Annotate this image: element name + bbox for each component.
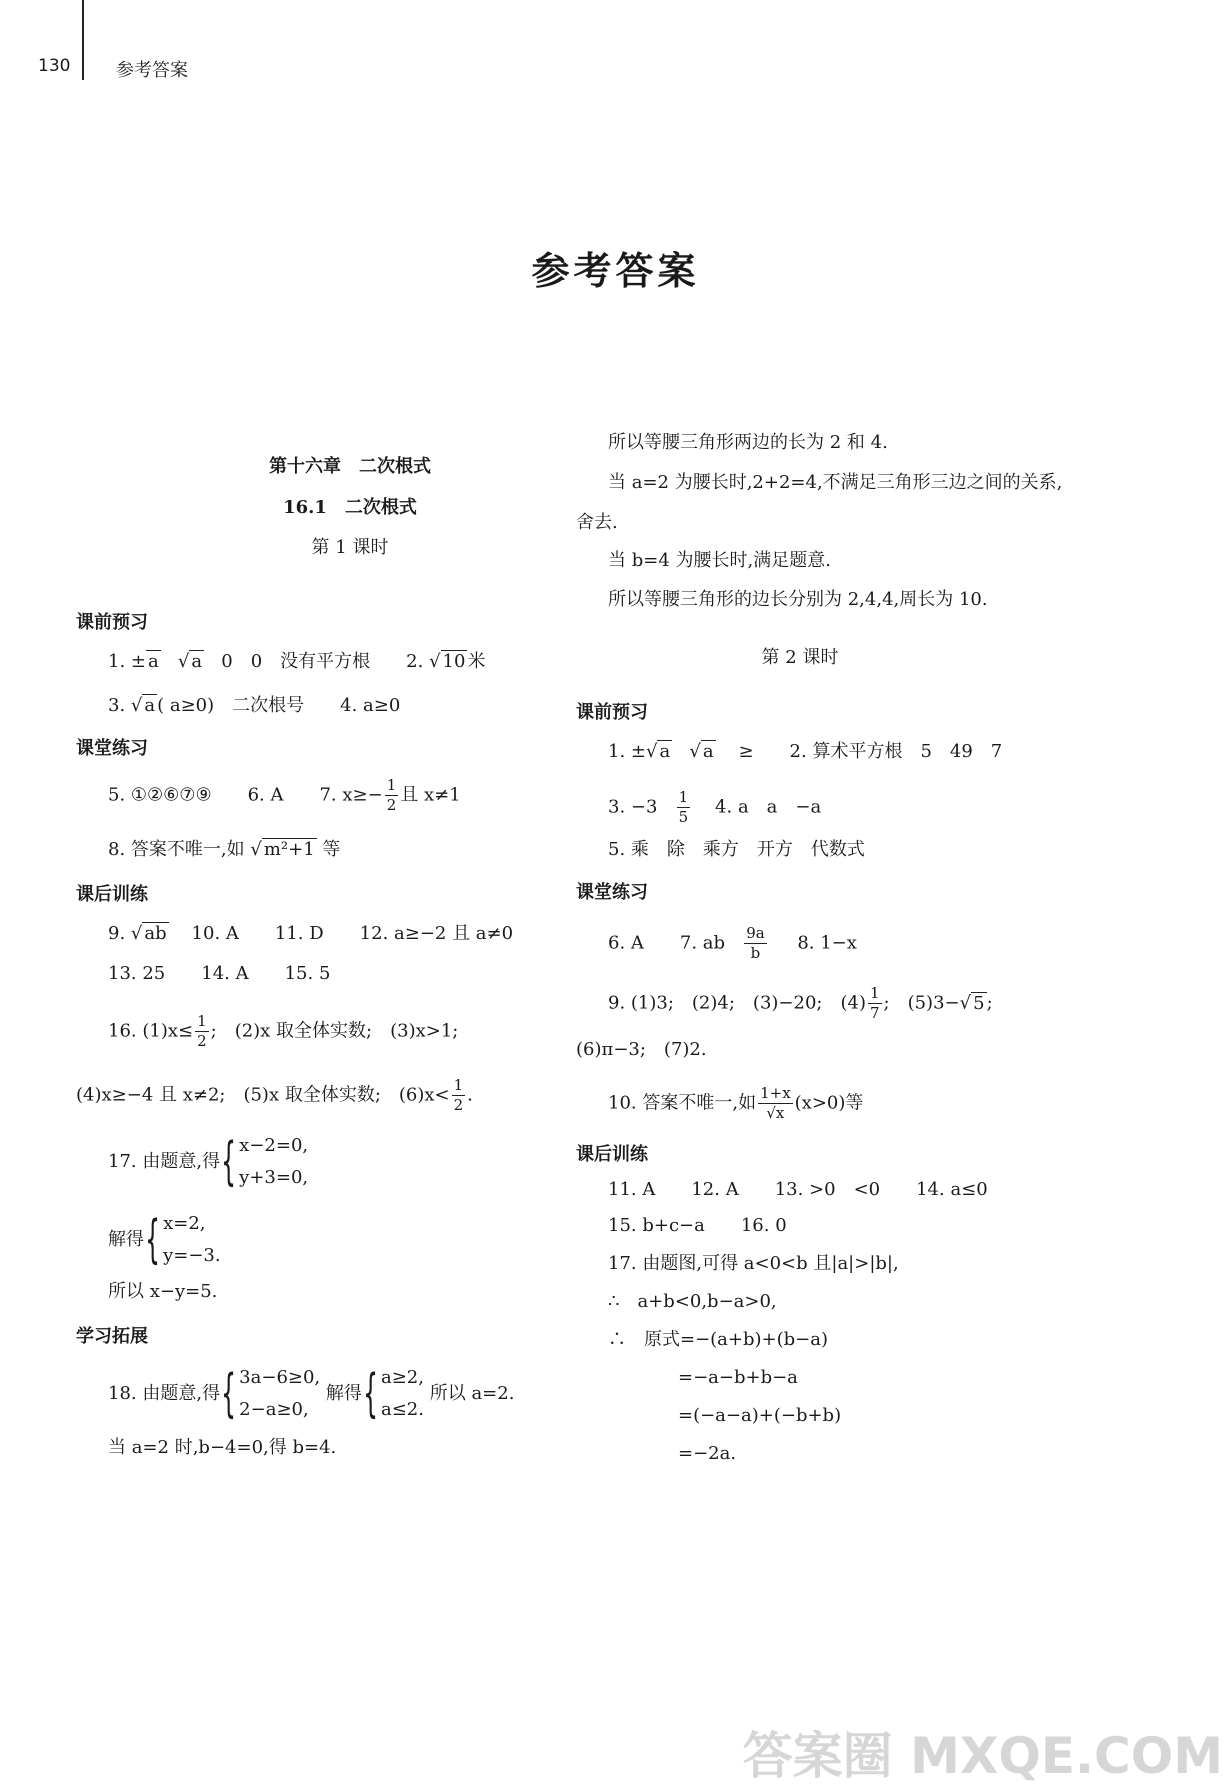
- lesson-2-title: 第 2 课时: [761, 647, 839, 668]
- answer-line-9-12: 9. √ ab 10. A 11. D 12. a≥−2 且 a≠0: [108, 923, 514, 944]
- answer-line-17-solve: 解得{ x=2, y=−3.: [108, 1210, 221, 1270]
- answer-line-18: 18. 由题意,得{ 3a−6≥0, 2−a≥0, 解得{ a≥2, a≤2. 所以 a=2.: [108, 1364, 515, 1424]
- heading-homework: 课后训练: [76, 884, 148, 905]
- answer-line-16a: 16. (1)x≤ $\frac{1}{2}$ ; (2)x 取全体实数; (3)x>1;: [108, 1012, 459, 1050]
- right-heading-preview: 课前预习: [576, 702, 648, 723]
- heading-extension: 学习拓展: [76, 1326, 148, 1347]
- right-answer-17-step2: ∴ 原式=−(a+b)+(b−a): [608, 1329, 829, 1350]
- answer-line-8: 8. 答案不唯一,如 √ m²+1 等: [108, 839, 341, 860]
- right-answer-17-step4: =(−a−a)+(−b+b): [678, 1405, 842, 1426]
- right-line-2: 当 a=2 为腰长时,2+2=4,不满足三角形三边之间的关系,: [608, 472, 1063, 493]
- running-title: 参考答案: [116, 60, 188, 81]
- right-answer-10: 10. 答案不唯一,如 $\frac{1+x}{√x}$ (x>0)等: [608, 1084, 864, 1122]
- answer-line-16b: (4)x≥−4 且 x≠2; (5)x 取全体实数; (6)x< $\frac{1}{2}$ .: [76, 1076, 473, 1114]
- right-answer-11-14: 11. A 12. A 13. >0 <0 14. a≤0: [608, 1179, 988, 1200]
- right-heading-homework: 课后训练: [576, 1144, 648, 1165]
- chapter-title: 第十六章 二次根式: [269, 456, 431, 477]
- answer-line-17: 17. 由题意,得{ x−2=0, y+3=0,: [108, 1132, 309, 1192]
- watermark-logo: 答案圈 MXQE.COM: [742, 1727, 1223, 1785]
- right-answer-3-4: 3. −3 $\frac{1}{5}$ 4. a a −a: [608, 788, 822, 826]
- right-answer-17-step1: ∴ a+b<0,b−a>0,: [608, 1291, 777, 1312]
- right-answer-5: 5. 乘 除 乘方 开方 代数式: [608, 839, 865, 860]
- right-answer-9: 9. (1)3; (2)4; (3)−20; (4) $\frac{1}{7}$ ; (5)3−√ 5 ;: [608, 984, 993, 1022]
- page-title: 参考答案: [531, 249, 700, 293]
- right-answer-15-16: 15. b+c−a 16. 0: [608, 1215, 787, 1236]
- answer-line-13-15: 13. 25 14. A 15. 5: [108, 963, 331, 984]
- right-line-4: 当 b=4 为腰长时,满足题意.: [608, 550, 831, 571]
- heading-preview: 课前预习: [76, 612, 148, 633]
- right-line-3: 舍去.: [576, 512, 618, 533]
- header-divider: [82, 0, 84, 80]
- right-answer-9-cont: (6)π−3; (7)2.: [576, 1039, 707, 1060]
- heading-classwork: 课堂练习: [76, 738, 148, 759]
- page-number: 130: [38, 56, 71, 76]
- lesson-title: 第 1 课时: [311, 537, 389, 558]
- answer-line-18-cont: 当 a=2 时,b−4=0,得 b=4.: [108, 1437, 337, 1458]
- answer-line-2: 3. √ a ( a≥0) 二次根号 4. a≥0: [108, 695, 401, 716]
- right-answer-6-8: 6. A 7. ab $\frac{9a}{b}$ 8. 1−x: [608, 924, 857, 962]
- right-line-5: 所以等腰三角形的边长分别为 2,4,4,周长为 10.: [608, 589, 988, 610]
- right-line-1: 所以等腰三角形两边的长为 2 和 4.: [608, 432, 888, 453]
- right-answer-17: 17. 由题图,可得 a<0<b 且|a|>|b|,: [608, 1253, 899, 1274]
- right-answer-1-2: 1. ±√ a √ a ≥ 2. 算术平方根 5 49 7: [608, 741, 1003, 762]
- answer-line-5-7: 5. ①②⑥⑦⑨ 6. A 7. x≥− $\frac{1}{2}$ 且 x≠1: [108, 776, 461, 814]
- answer-line-1: 1. ± a √ a 0 0 没有平方根 2. √ 10 米: [108, 651, 486, 672]
- right-answer-17-step3: =−a−b+b−a: [678, 1367, 798, 1388]
- section-title: 16.1 二次根式: [283, 497, 417, 518]
- right-heading-classwork: 课堂练习: [576, 882, 648, 903]
- answer-line-17-result: 所以 x−y=5.: [108, 1281, 218, 1302]
- right-answer-17-step5: =−2a.: [678, 1443, 737, 1464]
